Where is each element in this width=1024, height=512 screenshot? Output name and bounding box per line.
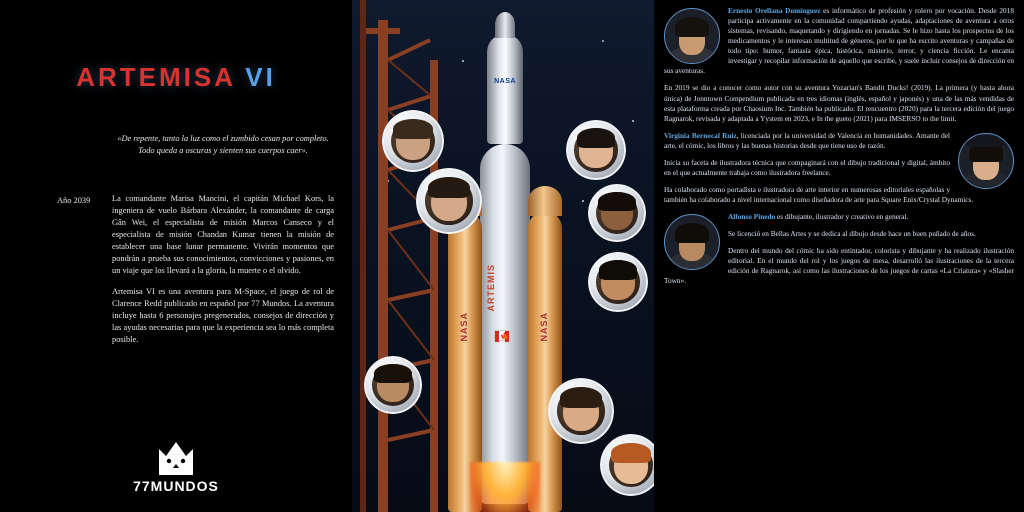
title-numeral: VI xyxy=(235,62,276,92)
portrait-alfonso xyxy=(664,214,720,270)
bio-alfonso-paragraph-2: Se licenció en Bellas Artes y se dedica al dibujo desde hace un buen puñado de años. xyxy=(728,229,976,239)
bio-alfonso-name: Alfonso Pinedo xyxy=(728,212,776,222)
nasa-logo-text: NASA xyxy=(494,78,516,85)
crew-portrait-3 xyxy=(566,120,626,180)
booster-label-left: NASA xyxy=(459,312,469,342)
bio-virginia-paragraph-3: Ha colaborado como portadista e ilustradora de arte interior en numerosas editoriales españolas y también ha colaborado a nivel internacional como diseñadora de arte para Square Enix/Crystal Dynamics. xyxy=(664,184,974,204)
year-label: Año 2039 xyxy=(57,196,91,205)
bio-virginia-name: Virginia Bernocal Ruiz xyxy=(664,130,737,140)
blurb-quote: «De repente, tanto la luz como el zumbido cesan por completo. Todo queda a oscuras y sienten sus cuerpos caer». xyxy=(117,134,329,155)
cover-illustration xyxy=(352,0,654,512)
booster-label-right: NASA xyxy=(539,312,549,342)
credits-panel xyxy=(654,0,1024,512)
portrait-ernesto xyxy=(664,8,720,64)
bio-alfonso-text-1: es dibujante, ilustrador y creativo en general. xyxy=(775,212,909,222)
publisher-name: 77MUNDOS xyxy=(133,478,219,494)
synopsis-block xyxy=(112,193,334,356)
booster-nose-right xyxy=(528,186,562,216)
crown-cat-icon xyxy=(153,437,199,477)
engine-flame xyxy=(470,462,540,512)
bio-virginia xyxy=(664,131,1014,205)
synopsis-paragraph-2: Artemisa VI es una aventura para M-Space, el juego de rol de Clarence Redd publicado en español por 77 Mundos. La aventura incluye hasta 6 personajes pregenerados, consejos de dirección y las ayudas necesarias para que la experiencia sea lo más completa posible. xyxy=(112,287,334,345)
bio-ernesto-name: Ernesto Orellana Domínguez xyxy=(728,6,821,15)
publisher-logo xyxy=(0,437,352,494)
synopsis-paragraph-1: La comandante Marisa Mancini, el capitán Michael Kors, la ingeniera de vuelo Bárbara Alexánder, la comandante de carga Gân Wei, el especialista de misión Marcos Canseco y el especialista de misión Chandan Kumar tienen la misión de establecer una base lunar permanente. Vivirán momentos que pondrán a prueba sus conocimientos, convicciones y pasiones, en un viaje que los llevará a la gloria, la muerte o el olvido. xyxy=(112,194,334,275)
back-cover-panel xyxy=(0,0,352,512)
crew-portrait-2 xyxy=(416,168,482,234)
rocket-vertical-label-left: ARTEMIS xyxy=(486,264,496,312)
core-stage xyxy=(480,144,530,504)
portrait-virginia xyxy=(958,133,1014,189)
bio-alfonso-paragraph-1 xyxy=(664,212,1014,222)
crew-portrait-4 xyxy=(588,184,646,242)
bio-virginia-paragraph-2: Inicia su faceta de ilustradora técnica que compaginará con el dibujo tradicional y digital, ámbito en el que actualmente trabaja como ilustradora freelance. xyxy=(664,157,950,177)
bio-alfonso-paragraph-3: Dentro del mundo del cómic ha sido entintador, colorista y dibujante y ha realizado ilustración editorial. En el mundo del rol y los juegos de mesa, desarrolló las ilustraciones de la tercera edición de Ragnarok, así como las ilustraciones de los juegos de cartas «La Criatura» y «Slasher Town». xyxy=(664,246,1014,286)
canada-flag-icon: 🍁 xyxy=(494,330,510,341)
bio-alfonso xyxy=(664,212,1014,286)
blurb-quote-block xyxy=(112,133,334,166)
page-title xyxy=(0,62,352,93)
title-artemisa: ARTEMISA xyxy=(76,62,235,92)
crew-portrait-7 xyxy=(600,434,654,496)
orion-capsule xyxy=(487,34,523,144)
bio-virginia-text-1: , licenciada por la universidad de Valencia en humanidades. Amante del arte, el cómic, los libros y las buenas historias desde que tiene uso de razón. xyxy=(664,130,950,150)
bio-ernesto-paragraph-2: En 2019 se dio a conocer como autor con su aventura Yozarian's Bandit Ducks! (2019). La primera (y hasta ahora única) de Jonntown Compendium publicada en tres idiomas (inglés, español y japonés) y una de las más vendidas de esta plataforma creada por Chaosium Inc. También ha publicado: El rencuentro (2020) para la tercera edición del juego Ragnarok, revisada y adaptada a Yystem en 2023, e In the gueto (2021) para IMSERSO to the limit. xyxy=(664,83,1014,123)
bio-ernesto-text-1: es informático de profesión y rolero por vocación. Desde 2018 participa activamente en la comunidad compartiendo ayudas, adaptaciones de aventura a otros sistemas, revisando, maquetando y dirigiendo en jornadas. Se le hizo hasta los prospectos de los medicamentos y le interesan multitud de géneros, por lo que ha escrito aventuras y campañas de todo tipo: humor, fantasía épica, histórica, misterio, terror, y ciencia ficción. Le encanta investigar y recopilar información de aquello que escribe, y suele incluir consejos de dirección en sus aventuras. xyxy=(664,6,1014,76)
crew-portrait-8 xyxy=(364,356,422,414)
capsule-tip xyxy=(495,12,515,38)
bio-ernesto xyxy=(664,6,1014,124)
crew-portrait-1 xyxy=(382,110,444,172)
crew-portrait-5 xyxy=(588,252,648,312)
crew-portrait-6 xyxy=(548,378,614,444)
